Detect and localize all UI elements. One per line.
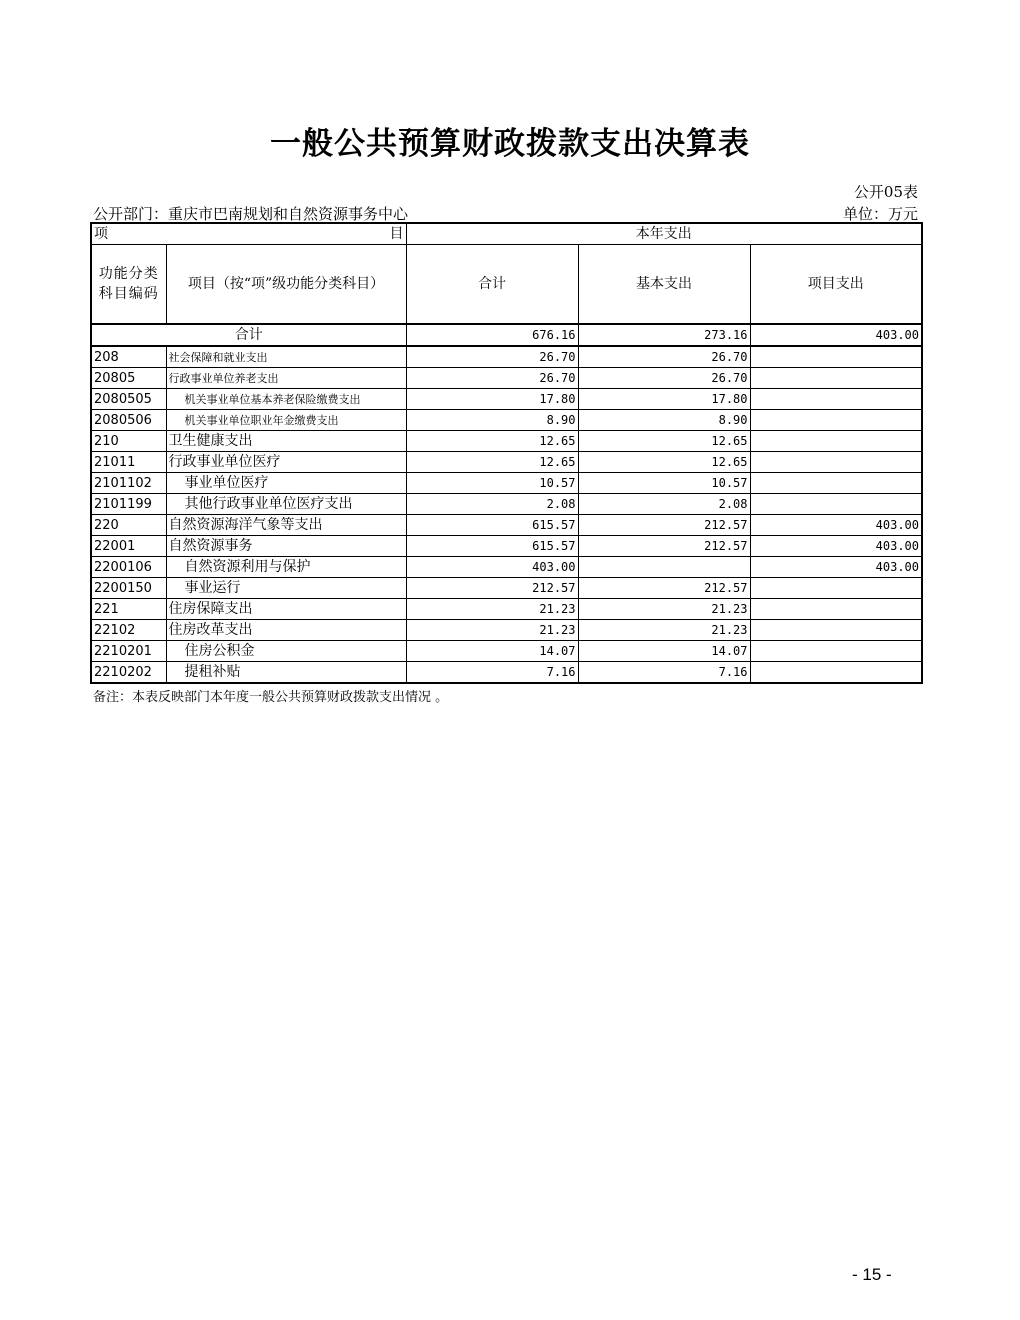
row-code: 2080505 <box>91 389 166 410</box>
row-project <box>750 473 922 494</box>
row-name: 事业运行 <box>166 578 406 599</box>
expenditure-table <box>90 222 923 684</box>
table-row <box>91 599 922 620</box>
page-number: - 15 - <box>852 1265 892 1284</box>
row-total: 17.80 <box>406 389 578 410</box>
row-basic: 212.57 <box>578 515 750 536</box>
header-current-year: 本年支出 <box>406 223 922 245</box>
total-row <box>91 324 922 346</box>
row-project <box>750 641 922 662</box>
row-project: 403.00 <box>750 536 922 557</box>
page-title: 一般公共预算财政拨款支出决算表 <box>270 126 750 162</box>
row-basic: 12.65 <box>578 452 750 473</box>
row-code: 2210202 <box>91 662 166 684</box>
row-basic: 7.16 <box>578 662 750 684</box>
table-row <box>91 452 922 473</box>
row-code: 221 <box>91 599 166 620</box>
row-code: 2200150 <box>91 578 166 599</box>
table-row <box>91 410 922 431</box>
row-code: 2101102 <box>91 473 166 494</box>
header-row-2 <box>91 245 922 325</box>
row-name: 自然资源海洋气象等支出 <box>166 515 406 536</box>
header-code-col: 功能分类科目编码 <box>91 245 166 325</box>
row-project <box>750 578 922 599</box>
row-name: 其他行政事业单位医疗支出 <box>166 494 406 515</box>
row-basic: 26.70 <box>578 346 750 368</box>
row-name: 住房改革支出 <box>166 620 406 641</box>
row-name: 机关事业单位职业年金缴费支出 <box>166 410 406 431</box>
row-code: 2200106 <box>91 557 166 578</box>
table-row <box>91 368 922 389</box>
form-number: 公开05表 <box>853 183 918 201</box>
total-amount: 676.16 <box>406 324 578 346</box>
row-basic <box>578 557 750 578</box>
row-total: 21.23 <box>406 620 578 641</box>
table-row <box>91 389 922 410</box>
row-total: 2.08 <box>406 494 578 515</box>
row-basic: 212.57 <box>578 578 750 599</box>
row-code: 208 <box>91 346 166 368</box>
row-total: 8.90 <box>406 410 578 431</box>
row-total: 615.57 <box>406 515 578 536</box>
row-project <box>750 599 922 620</box>
row-project <box>750 431 922 452</box>
table-note: 备注：本表反映部门本年度一般公共预算财政拨款支出情况 。 <box>93 690 449 705</box>
header-total-col: 合计 <box>406 245 578 325</box>
row-project <box>750 452 922 473</box>
row-total: 26.70 <box>406 346 578 368</box>
row-total: 7.16 <box>406 662 578 684</box>
row-project <box>750 368 922 389</box>
row-basic: 17.80 <box>578 389 750 410</box>
row-code: 2080506 <box>91 410 166 431</box>
row-code: 22001 <box>91 536 166 557</box>
row-code: 20805 <box>91 368 166 389</box>
row-basic: 21.23 <box>578 599 750 620</box>
total-basic: 273.16 <box>578 324 750 346</box>
table-row <box>91 662 922 684</box>
table-row <box>91 431 922 452</box>
row-basic: 2.08 <box>578 494 750 515</box>
row-code: 21011 <box>91 452 166 473</box>
row-name: 住房保障支出 <box>166 599 406 620</box>
row-name: 机关事业单位基本养老保险缴费支出 <box>166 389 406 410</box>
row-project <box>750 346 922 368</box>
row-name: 行政事业单位养老支出 <box>166 368 406 389</box>
row-basic: 14.07 <box>578 641 750 662</box>
row-project: 403.00 <box>750 515 922 536</box>
row-basic: 21.23 <box>578 620 750 641</box>
row-basic: 212.57 <box>578 536 750 557</box>
header-item-cell <box>91 223 406 245</box>
row-total: 403.00 <box>406 557 578 578</box>
row-name: 事业单位医疗 <box>166 473 406 494</box>
table-row <box>91 346 922 368</box>
table-row <box>91 515 922 536</box>
row-code: 22102 <box>91 620 166 641</box>
row-project: 403.00 <box>750 557 922 578</box>
row-basic: 26.70 <box>578 368 750 389</box>
row-total: 212.57 <box>406 578 578 599</box>
department-label: 公开部门：重庆市巴南规划和自然资源事务中心 <box>93 205 409 223</box>
header-name-col: 项目（按“项”级功能分类科目） <box>166 245 406 325</box>
row-name: 卫生健康支出 <box>166 431 406 452</box>
row-name: 自然资源事务 <box>166 536 406 557</box>
table-row <box>91 557 922 578</box>
row-basic: 10.57 <box>578 473 750 494</box>
table-row <box>91 536 922 557</box>
header-project-col: 项目支出 <box>750 245 922 325</box>
table-row <box>91 620 922 641</box>
row-total: 615.57 <box>406 536 578 557</box>
table-row <box>91 641 922 662</box>
row-total: 12.65 <box>406 452 578 473</box>
row-code: 2210201 <box>91 641 166 662</box>
row-total: 21.23 <box>406 599 578 620</box>
row-name: 住房公积金 <box>166 641 406 662</box>
row-name: 提租补贴 <box>166 662 406 684</box>
row-name: 自然资源利用与保护 <box>166 557 406 578</box>
row-project <box>750 389 922 410</box>
table-row <box>91 494 922 515</box>
row-name: 行政事业单位医疗 <box>166 452 406 473</box>
row-basic: 8.90 <box>578 410 750 431</box>
total-label: 合计 <box>91 324 406 346</box>
header-item-left: 项 <box>94 225 108 242</box>
row-code: 220 <box>91 515 166 536</box>
header-basic-col: 基本支出 <box>578 245 750 325</box>
table-row <box>91 578 922 599</box>
row-total: 10.57 <box>406 473 578 494</box>
row-project <box>750 620 922 641</box>
total-project: 403.00 <box>750 324 922 346</box>
table-row <box>91 473 922 494</box>
row-project <box>750 662 922 684</box>
row-project <box>750 494 922 515</box>
row-code: 210 <box>91 431 166 452</box>
row-basic: 12.65 <box>578 431 750 452</box>
row-code: 2101199 <box>91 494 166 515</box>
row-total: 12.65 <box>406 431 578 452</box>
header-item-right: 目 <box>389 225 404 242</box>
row-total: 14.07 <box>406 641 578 662</box>
unit-label: 单位：万元 <box>842 205 918 223</box>
row-project <box>750 410 922 431</box>
header-row-1 <box>91 223 922 245</box>
row-total: 26.70 <box>406 368 578 389</box>
row-name: 社会保障和就业支出 <box>166 346 406 368</box>
